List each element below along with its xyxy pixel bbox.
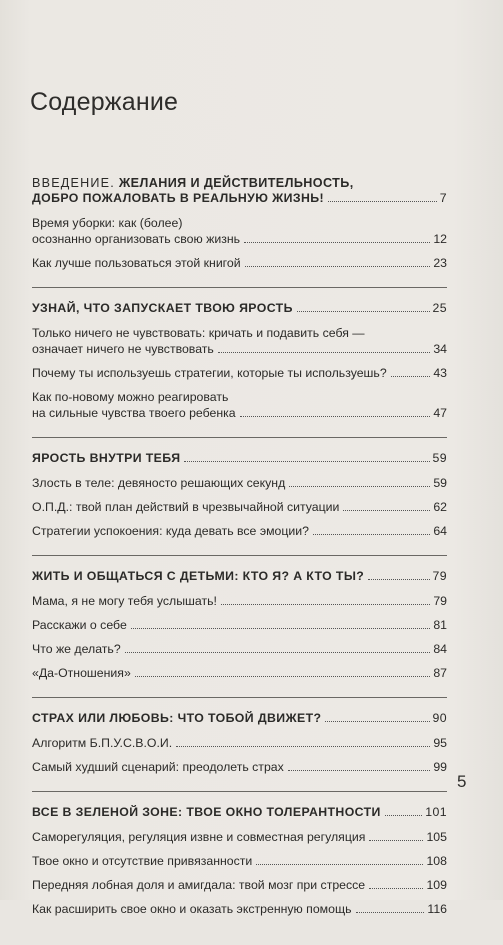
entry-title-row (32, 735, 447, 751)
entry-title-line: Как по-новому можно реагировать (32, 390, 229, 404)
entry-title-row (32, 593, 447, 609)
entry-title-text: на сильные чувства твоего ребенка (32, 406, 236, 420)
entry-title-text: Твое окно и отсутствие привязанности (32, 854, 253, 868)
entry-title-line: Только ничего не чувствовать: кричать и подавить себя — (32, 326, 365, 340)
entry-title-row (32, 853, 447, 869)
entry-title-text: Как лучше пользоваться этой книгой (32, 256, 241, 270)
dot-leader (184, 461, 429, 462)
entry-title-row (32, 365, 447, 381)
chapter-entry[interactable] (32, 568, 447, 584)
entry-title-text: Как расширить свое окно и оказать экстренную помощь (32, 902, 352, 916)
toc-entry[interactable] (32, 853, 447, 869)
entry-page-number: 79 (433, 594, 447, 608)
chapter-title-row (32, 804, 447, 820)
entry-title-row (32, 901, 447, 917)
entry-title-text: Самый худший сценарий: преодолеть страх (32, 760, 284, 774)
entry-page-number: 84 (433, 642, 447, 656)
entry-title-row (32, 641, 447, 657)
entry-title-text: означает ничего не чувствовать (32, 342, 214, 356)
toc-entry[interactable] (32, 901, 447, 917)
entry-title-text: Расскажи о себе (32, 618, 127, 632)
toc-entry[interactable] (32, 593, 447, 609)
entry-page-number: 34 (433, 342, 447, 356)
entry-title-row (32, 665, 447, 681)
entry-title-row (32, 877, 447, 893)
chapter-title-row (32, 190, 447, 206)
entry-page-number: 47 (433, 406, 447, 420)
dot-leader (385, 815, 422, 816)
chapter-entry[interactable] (32, 804, 447, 820)
toc-entry[interactable] (32, 759, 447, 775)
dot-leader (240, 416, 431, 417)
chapter-title-text: ЖИТЬ И ОБЩАТЬСЯ С ДЕТЬМИ: КТО Я? А КТО ТЫ? (32, 569, 365, 583)
chapter-title-line (32, 176, 447, 190)
toc-entry[interactable] (32, 255, 447, 271)
toc-section (32, 804, 447, 933)
entry-page-number: 12 (433, 232, 447, 246)
chapter-entry[interactable] (32, 300, 447, 316)
dot-leader (369, 888, 423, 889)
entry-title-text: Стратегии успокоения: куда девать все эмоции? (32, 524, 310, 538)
chapter-title-text: ЯРОСТЬ ВНУТРИ ТЕБЯ (32, 451, 181, 465)
toc-entry[interactable] (32, 641, 447, 657)
entry-title-text: «Да-Отношения» (32, 666, 131, 680)
chapter-entry[interactable] (32, 450, 447, 466)
dot-leader (256, 864, 423, 865)
chapter-entry[interactable] (32, 710, 447, 726)
chapter-title-text: УЗНАЙ, ЧТО ЗАПУСКАЕТ ТВОЮ ЯРОСТЬ (32, 301, 293, 315)
toc-section (32, 450, 447, 556)
entry-title-line: Время уборки: как (более) (32, 216, 183, 230)
entry-page-number: 109 (426, 878, 447, 892)
entry-title-row (32, 405, 447, 421)
entry-title-text: О.П.Д.: твой план действий в чрезвычайной ситуации (32, 500, 340, 514)
entry-page-number: 62 (433, 500, 447, 514)
entry-title-text: Мама, я не могу тебя услышать! (32, 594, 217, 608)
dot-leader (289, 486, 430, 487)
entry-title-row (32, 231, 447, 247)
entry-title-row (32, 255, 447, 271)
toc-entry[interactable] (32, 829, 447, 845)
chapter-page-number: 90 (432, 711, 447, 725)
dot-leader (343, 510, 430, 511)
toc-entry[interactable] (32, 215, 447, 247)
dot-leader (135, 676, 431, 677)
toc-section (32, 568, 447, 698)
entry-title-row (32, 475, 447, 491)
chapter-page-number: 79 (432, 569, 447, 583)
entry-title-text: осознанно организовать свою жизнь (32, 232, 241, 246)
entry-title-row (32, 341, 447, 357)
dot-leader (125, 652, 431, 653)
entry-title-row (32, 499, 447, 515)
chapter-page-number: 25 (432, 301, 447, 315)
toc-entry[interactable] (32, 665, 447, 681)
entry-title-row (32, 829, 447, 845)
chapter-title-text: ДОБРО ПОЖАЛОВАТЬ В РЕАЛЬНУЮ ЖИЗНЬ! (32, 191, 324, 205)
entry-page-number: 99 (433, 760, 447, 774)
entry-title-text: Почему ты используешь стратегии, которые ты используешь? (32, 366, 387, 380)
entry-page-number: 95 (433, 736, 447, 750)
toc-entry[interactable] (32, 735, 447, 751)
chapter-title-row (32, 300, 447, 316)
entry-page-number: 108 (426, 854, 447, 868)
chapter-page-number: 7 (439, 191, 447, 205)
entry-title-text: Алгоритм Б.П.У.С.В.О.И. (32, 736, 173, 750)
dot-leader (245, 266, 431, 267)
dot-leader (288, 770, 431, 771)
toc-section (32, 176, 447, 288)
chapter-title-row (32, 568, 447, 584)
dot-leader (391, 376, 431, 377)
entry-title-text: Что же делать? (32, 642, 121, 656)
toc-entry[interactable] (32, 365, 447, 381)
dot-leader (313, 534, 430, 535)
toc-entry[interactable] (32, 523, 447, 539)
chapter-title-row (32, 710, 447, 726)
dot-leader (325, 721, 429, 722)
dot-leader (221, 604, 430, 605)
chapter-page-number: 101 (425, 805, 447, 819)
entry-page-number: 23 (433, 256, 447, 270)
table-of-contents (32, 176, 447, 945)
entry-page-number: 87 (433, 666, 447, 680)
toc-entry[interactable] (32, 617, 447, 633)
chapter-title-text: СТРАХ ИЛИ ЛЮБОВЬ: ЧТО ТОБОЙ ДВИЖЕТ? (32, 711, 322, 725)
page-title: Содержание (30, 88, 179, 116)
dot-leader (244, 242, 430, 243)
chapter-title-text: ВСЕ В ЗЕЛЕНОЙ ЗОНЕ: ТВОЕ ОКНО ТОЛЕРАНТНОСТИ (32, 805, 381, 819)
chapter-label: ВВЕДЕНИЕ. (32, 176, 115, 190)
chapter-title-row (32, 450, 447, 466)
entry-title-text: Саморегуляция, регуляция извне и совместная регуляция (32, 830, 366, 844)
toc-entry[interactable] (32, 877, 447, 893)
entry-page-number: 116 (427, 902, 447, 916)
dot-leader (368, 579, 429, 580)
dot-leader (218, 352, 431, 353)
entry-title-text: Передняя лобная доля и амигдала: твой мозг при стрессе (32, 878, 366, 892)
dot-leader (131, 628, 431, 629)
entry-page-number: 105 (426, 830, 447, 844)
entry-title-row (32, 617, 447, 633)
chapter-entry[interactable] (32, 176, 447, 206)
entry-page-number: 81 (433, 618, 447, 632)
dot-leader (328, 201, 437, 202)
entry-page-number: 64 (433, 524, 447, 538)
page-number: 5 (457, 772, 467, 791)
dot-leader (369, 840, 423, 841)
toc-entry[interactable] (32, 499, 447, 515)
toc-entry[interactable] (32, 325, 447, 357)
entry-page-number: 59 (433, 476, 447, 490)
toc-entry[interactable] (32, 389, 447, 421)
entry-title-row (32, 759, 447, 775)
toc-section (32, 710, 447, 792)
toc-section (32, 300, 447, 438)
dot-leader (356, 912, 425, 913)
chapter-title-text: ЖЕЛАНИЯ И ДЕЙСТВИТЕЛЬНОСТЬ, (118, 176, 354, 190)
dot-leader (176, 746, 430, 747)
entry-title-row (32, 523, 447, 539)
entry-title-text: Злость в теле: девяносто решающих секунд (32, 476, 286, 490)
entry-page-number: 43 (433, 366, 447, 380)
toc-entry[interactable] (32, 475, 447, 491)
dot-leader (297, 311, 430, 312)
chapter-page-number: 59 (432, 451, 447, 465)
